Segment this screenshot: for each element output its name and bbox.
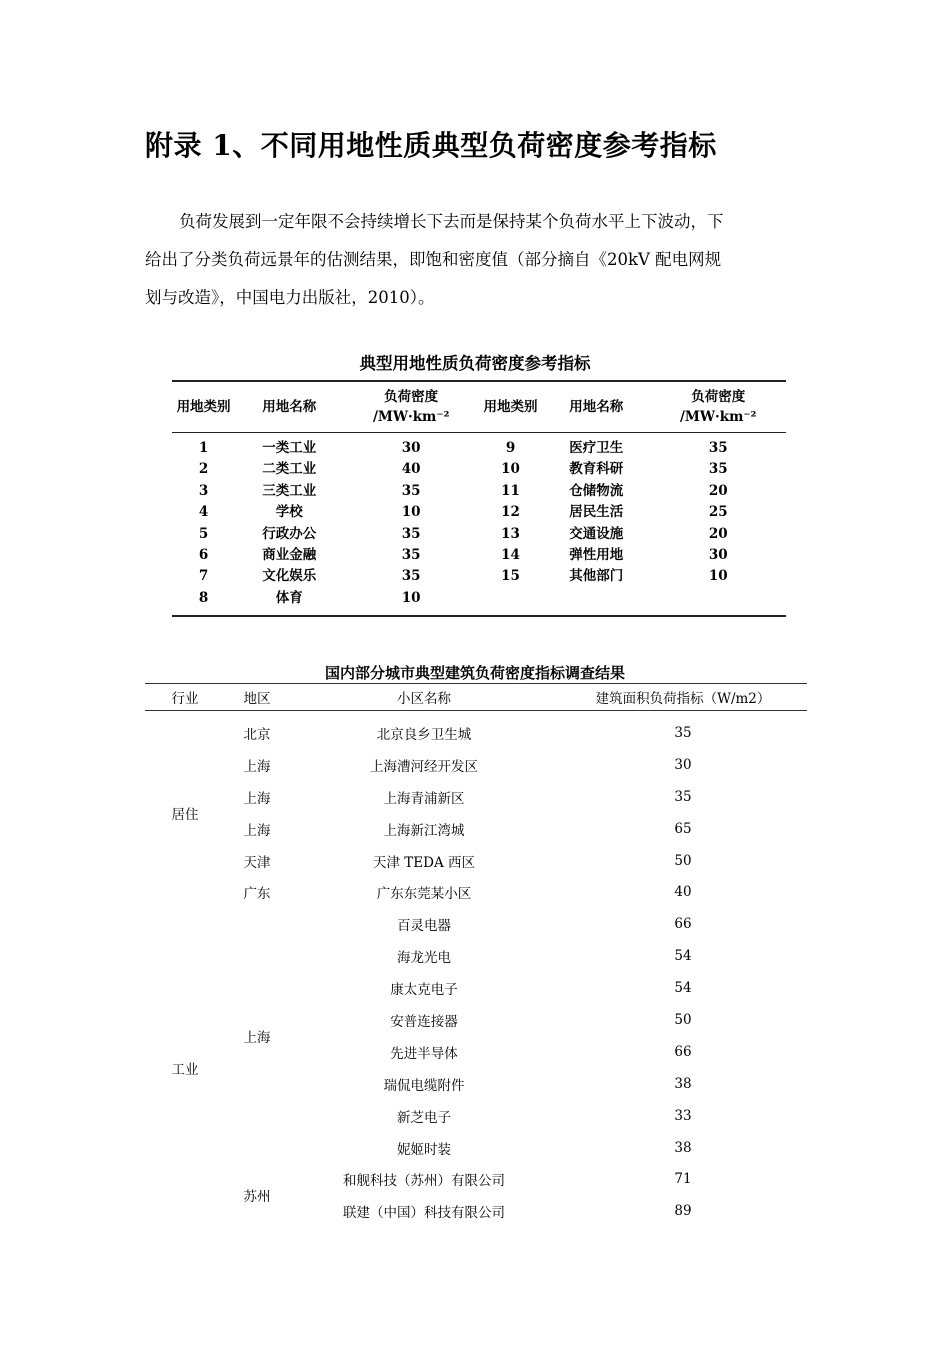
load-index-cell: 50 — [674, 1011, 692, 1028]
table-row — [172, 566, 786, 587]
load-index-cell: 40 — [674, 884, 692, 901]
land-density: 25 — [708, 504, 728, 521]
community-name-cell: 妮姬时装 — [397, 1141, 451, 1158]
table-row — [172, 481, 786, 502]
land-name: 二类工业 — [262, 461, 317, 478]
header-land-name: 用地名称 — [542, 381, 650, 433]
land-density: 35 — [708, 461, 728, 478]
table-row — [145, 781, 807, 813]
table-row — [172, 459, 786, 480]
land-name: 居民生活 — [569, 504, 624, 521]
table-row — [145, 908, 807, 940]
region-cell: 上海 — [243, 758, 271, 775]
land-use-density-table — [172, 380, 786, 617]
community-name-cell: 和舰科技（苏州）有限公司 — [343, 1173, 505, 1190]
land-name: 仓储物流 — [569, 482, 624, 499]
land-density: 20 — [708, 482, 728, 499]
load-index-cell: 71 — [674, 1171, 692, 1188]
table1-title: 典型用地性质负荷密度参考指标 — [359, 354, 591, 373]
land-id: 3 — [198, 482, 209, 499]
table-row — [172, 433, 786, 460]
load-index-cell: 50 — [674, 852, 692, 869]
land-density: 30 — [401, 440, 421, 456]
land-id: 13 — [501, 525, 520, 542]
land-id: 2 — [198, 461, 209, 478]
land-density: 40 — [401, 461, 421, 478]
header-load-index: 建筑面积负荷指标（W/m2） — [559, 684, 807, 711]
land-name: 三类工业 — [262, 482, 317, 499]
land-name: 一类工业 — [262, 440, 317, 456]
load-index-cell: 38 — [674, 1139, 692, 1156]
load-index-cell: 89 — [674, 1203, 692, 1220]
appendix-heading: 附录 1、不同用地性质典型负荷密度参考指标 — [145, 129, 717, 162]
community-name-cell: 百灵电器 — [397, 918, 451, 935]
land-id: 4 — [198, 504, 209, 521]
land-id: 9 — [505, 440, 516, 456]
table-row — [145, 1163, 807, 1195]
land-density: 10 — [708, 568, 728, 585]
industry-cell: 工业 — [171, 1061, 199, 1078]
table-row — [172, 524, 786, 545]
table-row — [145, 711, 807, 749]
table2-header-row — [145, 684, 807, 711]
land-name: 体育 — [235, 588, 343, 616]
region-cell: 上海 — [243, 1029, 271, 1046]
community-name-cell: 先进半导体 — [390, 1045, 458, 1062]
land-name: 医疗卫生 — [569, 440, 624, 456]
load-index-cell: 35 — [674, 788, 692, 805]
load-index-cell: 54 — [674, 948, 692, 965]
header-industry: 行业 — [145, 684, 225, 711]
community-name-cell: 康太克电子 — [390, 982, 458, 999]
load-index-cell: 54 — [674, 980, 692, 997]
land-id: 5 — [198, 525, 209, 542]
land-density: 35 — [401, 568, 421, 585]
land-name — [542, 588, 650, 616]
land-density — [650, 588, 786, 616]
table-row — [172, 502, 786, 523]
paragraph-line: 给出了分类负荷远景年的估测结果，即饱和密度值（部分摘自《20kV 配电网规 — [145, 250, 722, 269]
paragraph-line: 负荷发展到一定年限不会持续增长下去而是保持某个负荷水平上下波动，下 — [179, 212, 724, 231]
table-row — [145, 845, 807, 877]
land-name: 其他部门 — [569, 568, 624, 585]
land-name: 行政办公 — [262, 525, 317, 542]
region-cell: 上海 — [243, 790, 271, 807]
community-name-cell: 联建（中国）科技有限公司 — [343, 1205, 505, 1222]
load-index-cell: 30 — [674, 756, 692, 773]
land-name: 弹性用地 — [569, 547, 624, 564]
land-name: 交通设施 — [569, 525, 624, 542]
land-density: 35 — [401, 525, 421, 542]
building-load-survey-table — [145, 683, 807, 1227]
land-density: 20 — [708, 525, 728, 542]
table-row — [172, 588, 786, 616]
intro-paragraph — [145, 203, 807, 317]
community-name-cell: 安普连接器 — [390, 1013, 458, 1030]
land-id — [479, 588, 542, 616]
header-load-density: 负荷密度 /MW·km⁻² — [650, 381, 786, 433]
header-load-density: 负荷密度 /MW·km⁻² — [343, 381, 479, 433]
land-density: 35 — [401, 482, 421, 499]
header-land-category: 用地类别 — [479, 381, 542, 433]
land-density: 35 — [401, 547, 421, 564]
table-row — [145, 813, 807, 845]
table-row — [172, 545, 786, 566]
land-density: 10 — [401, 504, 421, 521]
industry-cell: 居住 — [171, 806, 199, 823]
header-community-name: 小区名称 — [289, 684, 559, 711]
community-name-cell: 海龙光电 — [397, 950, 451, 967]
load-index-cell: 66 — [674, 916, 692, 933]
table-row — [145, 749, 807, 781]
land-id: 11 — [501, 482, 520, 499]
community-name-cell: 上海新江湾城 — [383, 822, 465, 839]
land-id: 1 — [198, 440, 209, 456]
land-density: 35 — [708, 440, 728, 456]
load-index-cell: 66 — [674, 1043, 692, 1060]
region-cell: 苏州 — [243, 1189, 271, 1206]
table2-title: 国内部分城市典型建筑负荷密度指标调查结果 — [324, 664, 625, 682]
region-cell: 上海 — [243, 822, 271, 839]
land-id: 12 — [501, 504, 520, 521]
community-name-cell: 天津 TEDA 西区 — [372, 854, 475, 871]
community-name-cell: 瑞侃电缆附件 — [383, 1077, 465, 1094]
land-density: 30 — [708, 547, 728, 564]
land-id: 6 — [198, 547, 209, 564]
region-cell: 天津 — [243, 854, 271, 871]
land-id: 7 — [198, 568, 209, 585]
paragraph-line: 划与改造》，中国电力出版社，2010）。 — [145, 288, 435, 307]
header-land-category: 用地类别 — [172, 381, 235, 433]
header-region: 地区 — [225, 684, 289, 711]
header-land-name: 用地名称 — [235, 381, 343, 433]
community-name-cell: 新芝电子 — [397, 1109, 451, 1126]
land-id: 8 — [172, 588, 235, 616]
community-name-cell: 北京良乡卫生城 — [376, 726, 472, 743]
land-id: 10 — [501, 461, 520, 478]
land-name: 商业金融 — [262, 547, 317, 564]
region-cell: 北京 — [243, 726, 271, 743]
load-index-cell: 65 — [674, 820, 692, 837]
table-row — [145, 876, 807, 908]
land-name: 教育科研 — [569, 461, 624, 478]
region-cell: 广东 — [243, 886, 271, 903]
land-density: 10 — [343, 588, 479, 616]
load-index-cell: 35 — [674, 724, 692, 741]
community-name-cell: 上海青浦新区 — [383, 790, 465, 807]
land-name: 学校 — [275, 504, 303, 521]
community-name-cell: 广东东莞某小区 — [376, 886, 472, 903]
community-name-cell: 上海漕河经开发区 — [370, 758, 478, 775]
table1-header-row — [172, 381, 786, 433]
land-name: 文化娱乐 — [262, 568, 317, 585]
land-id: 15 — [501, 568, 520, 585]
load-index-cell: 38 — [674, 1075, 692, 1092]
load-index-cell: 33 — [674, 1107, 692, 1124]
land-id: 14 — [501, 547, 520, 564]
